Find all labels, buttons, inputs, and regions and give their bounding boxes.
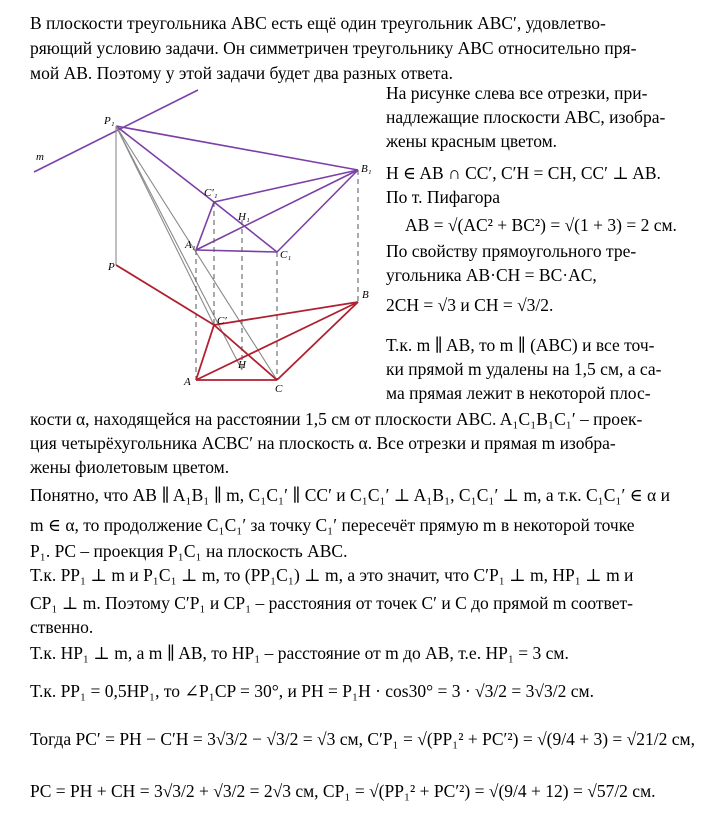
- text-line-24: Тогда PC′ = PH − C′H = 3√3/2 − √3/2 = √3 см, C′P₁ = √(PP₁² + PC′²) = √(9/4 + 3) = √21/2 см,: [30, 729, 695, 749]
- label-C: C: [275, 383, 283, 395]
- label-C1p: C′₁: [204, 187, 218, 199]
- right-line-1: На рисунке слева все отрезки, при-: [386, 83, 648, 103]
- text-line-18: P₁. PC – проекция P₁C₁ на плоскость ABC.: [30, 541, 348, 561]
- label-B1: B₁: [361, 163, 372, 175]
- right-line-11: ки прямой m удалены на 1,5 см, а са-: [386, 359, 662, 379]
- geometry-figure: [28, 80, 378, 400]
- projection-quad: [116, 126, 358, 252]
- label-B: B: [362, 289, 369, 301]
- text-line-17: m ∈ α, то продолжение C₁C₁′ за точку C₁′ пересечёт прямую m в некоторой точке: [30, 515, 635, 535]
- label-A: A: [184, 376, 191, 388]
- text-line-23: Т.к. PP₁ = 0,5HP₁, то ∠P₁CP = 30°, и PH = P₁H · cos30° = 3 · √3/2 = 3√3/2 см.: [30, 681, 594, 701]
- label-A1: A₁: [185, 239, 196, 251]
- label-m: m: [36, 151, 44, 163]
- label-H1: H₁: [238, 211, 250, 223]
- text-line-14: ция четырёхугольника ACBC′ на плоскость α. Все отрезки и прямая m изобра-: [30, 433, 616, 453]
- text-line-15: жены фиолетовым цветом.: [30, 457, 230, 477]
- right-line-4: H ∈ AB ∩ CC′, C′H = CH, CC′ ⊥ AB.: [386, 163, 661, 183]
- text-line-21: ственно.: [30, 617, 94, 637]
- text-line-13: кости α, находящейся на расстоянии 1,5 см от плоскости ABC. A₁C₁B₁C₁′ – проек-: [30, 409, 643, 429]
- plane-abc-figure: [116, 265, 358, 380]
- right-line-12: ма прямая лежит в некоторой плос-: [386, 383, 651, 403]
- vertical-dashes: [196, 170, 358, 380]
- label-P1: P₁: [104, 115, 115, 127]
- right-line-7: По свойству прямоугольного тре-: [386, 241, 637, 261]
- text-line-3: мой AB. Поэтому у этой задачи будет два разных ответа.: [30, 63, 453, 83]
- text-line-1: В плоскости треугольника ABC есть ещё один треугольник ABC′, удовлетво-: [30, 13, 606, 33]
- right-line-8: угольника AB·CH = BC·AC,: [386, 265, 597, 285]
- right-line-5: По т. Пифагора: [386, 187, 500, 207]
- label-Cp: C′: [217, 315, 227, 327]
- right-line-2: надлежащие плоскости ABC, изобра-: [386, 107, 666, 127]
- right-line-9: 2CH = √3 и CH = √3/2.: [386, 295, 554, 315]
- text-line-25: PC = PH + CH = 3√3/2 + √3/2 = 2√3 см, CP₁ = √(PP₁² + PC′²) = √(9/4 + 12) = √57/2 см.: [30, 781, 656, 801]
- text-line-20: CP₁ ⊥ m. Поэтому C′P₁ и CP₁ – расстояния от точек C′ и C до прямой m соответ-: [30, 593, 633, 613]
- right-line-6: AB = √(AC² + BC²) = √(1 + 3) = 2 см.: [405, 215, 677, 235]
- right-line-3: жены красным цветом.: [386, 131, 558, 151]
- label-C1: C₁: [280, 249, 292, 261]
- text-line-2: ряющий условию задачи. Он симметричен треугольнику ABC относительно пря-: [30, 38, 637, 58]
- text-line-22: Т.к. HP₁ ⊥ m, а m ∥ AB, то HP₁ – расстояние от m до AB, т.е. HP₁ = 3 см.: [30, 643, 569, 663]
- label-H: H: [238, 359, 246, 371]
- text-line-19: Т.к. PP₁ ⊥ m и P₁C₁ ⊥ m, то (PP₁C₁) ⊥ m, а это значит, что C′P₁ ⊥ m, HP₁ ⊥ m и: [30, 565, 634, 585]
- text-line-16: Понятно, что AB ∥ A₁B₁ ∥ m, C₁C₁′ ∥ CC′ и C₁C₁′ ⊥ A₁B₁, C₁C₁′ ⊥ m, а т.к. C₁C₁′ ∈ α и: [30, 485, 670, 505]
- label-P: P: [108, 261, 115, 273]
- right-line-10: Т.к. m ∥ AB, то m ∥ (ABC) и все точ-: [386, 335, 655, 355]
